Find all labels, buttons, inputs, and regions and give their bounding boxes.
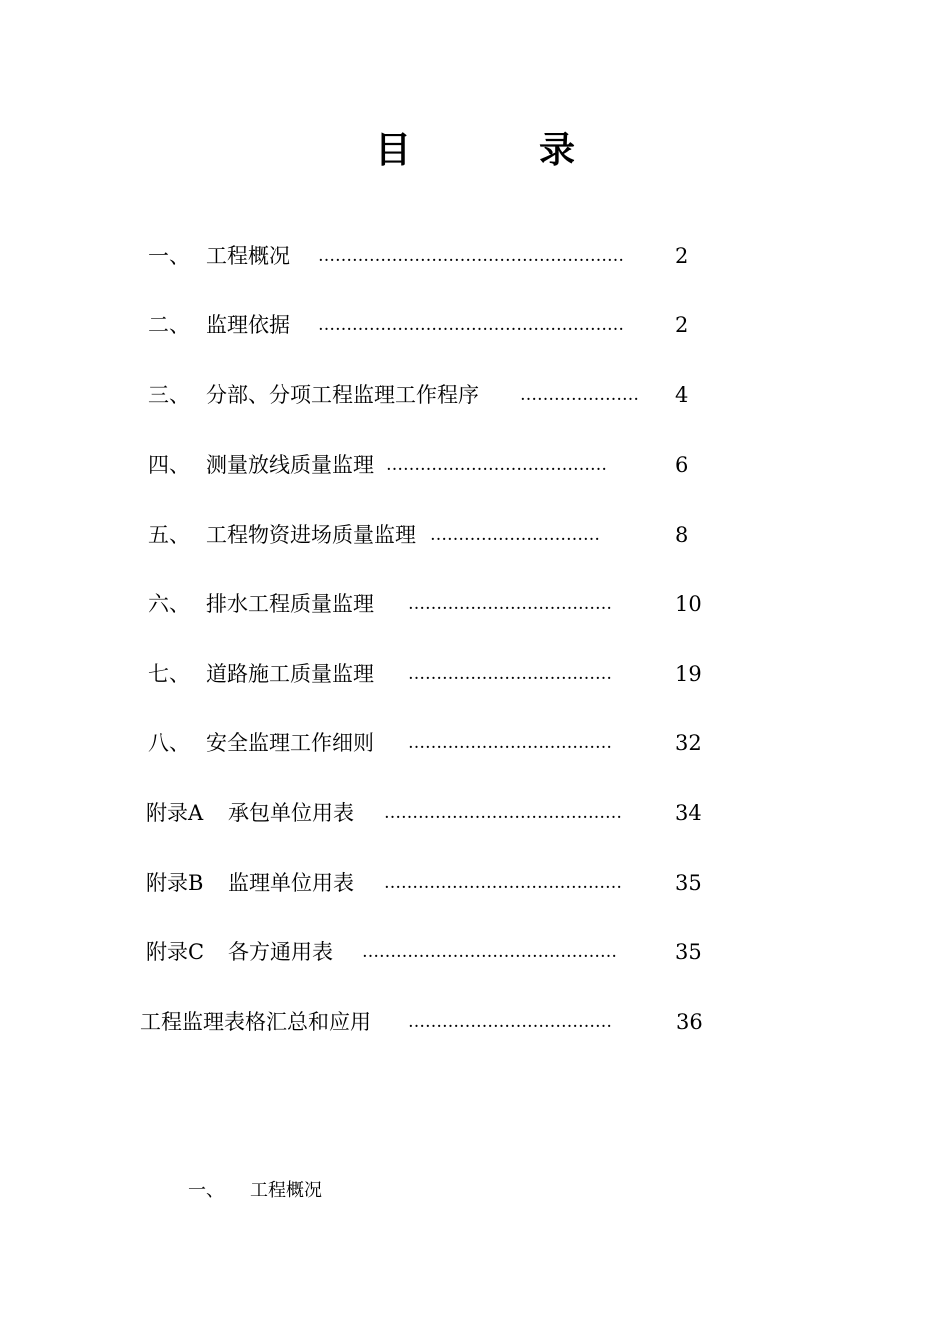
toc-entry <box>148 241 708 271</box>
toc-entry-number: 八、 <box>148 731 190 755</box>
toc-entry-number: 附录C <box>146 940 205 964</box>
toc-entry-leader: ……………………………… <box>408 664 612 684</box>
toc-entry-title: 安全监理工作细则 <box>206 731 374 755</box>
toc-entry-number: 三、 <box>148 383 190 407</box>
toc-entry-leader: …………………………………… <box>384 873 622 893</box>
toc-entry-page: 4 <box>675 383 689 407</box>
toc-entry-leader: ……………………………… <box>408 594 612 614</box>
toc-entry-title: 监理单位用表 <box>228 871 354 895</box>
toc-entry-page: 19 <box>675 662 702 686</box>
toc-entry <box>146 798 708 828</box>
toc-entry-page: 10 <box>675 592 702 616</box>
toc-entry-leader: ……………………………… <box>408 733 612 753</box>
toc-entry-title: 工程监理表格汇总和应用 <box>140 1010 371 1034</box>
toc-entry-page: 34 <box>675 801 702 825</box>
toc-entry <box>148 310 708 340</box>
toc-entry <box>148 659 708 689</box>
toc-entry-title: 测量放线质量监理 <box>206 453 374 477</box>
toc-entry-title: 工程概况 <box>206 244 290 268</box>
toc-entry-page: 8 <box>675 523 689 547</box>
section-title: 工程概况 <box>250 1180 322 1201</box>
toc-entry-page: 2 <box>675 244 689 268</box>
toc-entry <box>146 868 708 898</box>
toc-entry-page: 35 <box>675 871 702 895</box>
toc-entry-number: 附录B <box>146 871 204 895</box>
toc-entry-number: 六、 <box>148 592 190 616</box>
toc-entry-title: 承包单位用表 <box>228 801 354 825</box>
toc-entry-title: 分部、分项工程监理工作程序 <box>206 383 479 407</box>
toc-entry <box>148 450 708 480</box>
toc-entry-leader: ……………………………………… <box>362 942 617 962</box>
toc-entry <box>148 520 708 550</box>
toc-entry-title: 排水工程质量监理 <box>206 592 374 616</box>
toc-entry-page: 6 <box>675 453 689 477</box>
toc-entry-title: 各方通用表 <box>228 940 333 964</box>
toc-entry <box>148 589 708 619</box>
section-number: 一、 <box>188 1180 224 1201</box>
toc-entry-page: 36 <box>676 1010 703 1034</box>
toc-entry <box>148 728 708 758</box>
toc-entry <box>146 937 708 967</box>
toc-entry-leader: ……………………………………………… <box>318 246 624 266</box>
toc-entry-leader: ………………………… <box>430 525 600 545</box>
toc-entry-leader: ……………………………… <box>408 1012 612 1032</box>
toc-entry <box>148 380 708 410</box>
toc-entry-number: 四、 <box>148 453 190 477</box>
toc-entry-page: 2 <box>675 313 689 337</box>
toc-entry-leader: ……………………………………………… <box>318 315 624 335</box>
toc-entry-title: 监理依据 <box>206 313 290 337</box>
toc-entry-leader: ………………… <box>520 385 639 405</box>
toc-entry-page: 32 <box>675 731 702 755</box>
toc-entry-number: 附录A <box>146 801 204 825</box>
toc-entry-number: 五、 <box>148 523 190 547</box>
toc-entry-title: 工程物资进场质量监理 <box>206 523 416 547</box>
toc-entry-leader: ………………………………… <box>386 455 607 475</box>
toc-entry-title: 道路施工质量监理 <box>206 662 374 686</box>
toc-title: 目 录 <box>374 129 621 171</box>
toc-entry <box>140 1007 710 1037</box>
toc-entry-number: 一、 <box>148 244 190 268</box>
toc-entry-number: 七、 <box>148 662 190 686</box>
toc-entry-leader: …………………………………… <box>384 803 622 823</box>
toc-entry-page: 35 <box>675 940 702 964</box>
toc-entry-number: 二、 <box>148 313 190 337</box>
